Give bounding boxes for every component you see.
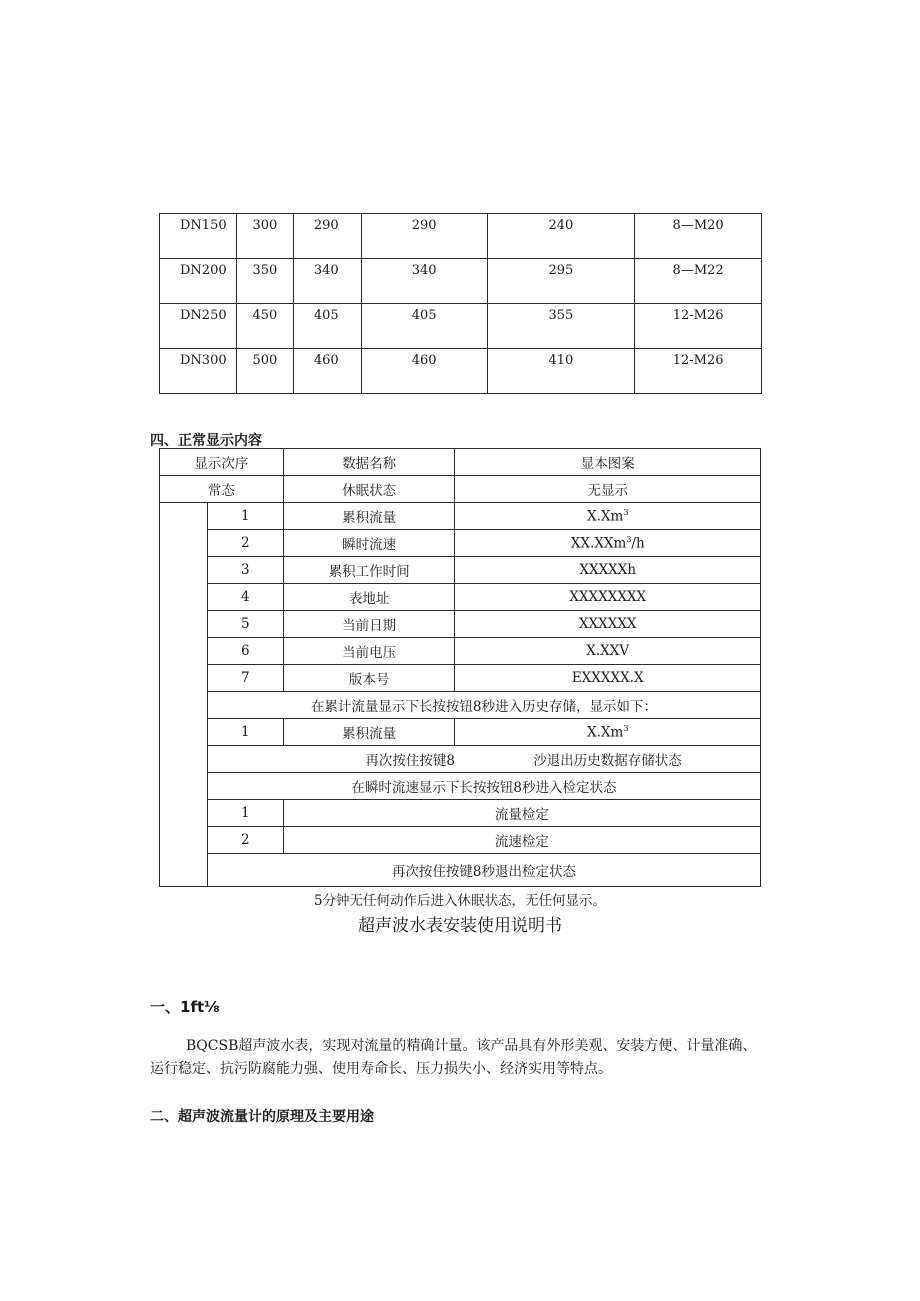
header-pattern: 显本图案 <box>455 449 761 476</box>
normal-pattern: 无显示 <box>455 476 761 503</box>
verify-item-order: 1 <box>207 800 283 827</box>
table-row <box>160 611 761 638</box>
table-cell: 240 <box>487 214 635 259</box>
item-pattern: XXXXXXXX <box>455 584 761 611</box>
table-row <box>160 503 761 530</box>
verify-item-row <box>160 827 761 854</box>
table-cell: 410 <box>487 349 635 394</box>
document-title: 超声波水表安装使用说明书 <box>358 916 562 936</box>
item-name: 表地址 <box>283 584 455 611</box>
verify-note: 在瞬时流速显示下长按按钮8秒进入检定状态 <box>207 773 760 800</box>
item-name: 当前电压 <box>283 638 455 665</box>
history-exit-left: 再次按住按键8 <box>207 746 455 773</box>
table-cell: 340 <box>293 259 361 304</box>
verify-item-name: 流量检定 <box>283 800 760 827</box>
display-content-table <box>159 448 761 887</box>
history-item-name: 累积流量 <box>283 719 455 746</box>
verify-exit: 再次按住按键8秒退出检定状态 <box>207 854 760 887</box>
header-order: 显示次序 <box>160 449 284 476</box>
item-order: 5 <box>207 611 283 638</box>
item-name: 版本号 <box>283 665 455 692</box>
item-order: 4 <box>207 584 283 611</box>
table-cell: 8—M20 <box>635 214 762 259</box>
header-name: 数据名称 <box>283 449 455 476</box>
item-name: 累积工作时间 <box>283 557 455 584</box>
left-blank-cell <box>160 503 208 887</box>
table-cell: 295 <box>487 259 635 304</box>
section-4-heading: 四、正常显示内容 <box>150 433 262 449</box>
table-cell: 12-M26 <box>635 304 762 349</box>
history-item-pattern: X.Xm$^3$ <box>455 719 761 746</box>
table-cell: 290 <box>361 214 487 259</box>
item-pattern: XXXXXX <box>455 611 761 638</box>
history-item-order: 1 <box>207 719 283 746</box>
item-order: 6 <box>207 638 283 665</box>
table-cell: 355 <box>487 304 635 349</box>
table-row <box>160 584 761 611</box>
table-cell: 8—M22 <box>635 259 762 304</box>
table-row <box>160 349 762 394</box>
table-cell: 300 <box>236 214 293 259</box>
section-1-paragraph: BQCSB超声波水表，实现对流量的精确计量。该产品具有外形美观、安装方便、计量准确、运行稳定、抗污防腐能力强、使用寿命长、压力损失小、经济实用等特点。 <box>150 1038 757 1077</box>
table-row <box>160 665 761 692</box>
table-row <box>160 214 762 259</box>
item-order: 2 <box>207 530 283 557</box>
table-row <box>160 304 762 349</box>
verify-item-order: 2 <box>207 827 283 854</box>
table-cell: 350 <box>236 259 293 304</box>
item-name: 累积流量 <box>283 503 455 530</box>
normal-name: 休眠状态 <box>283 476 455 503</box>
section-2-heading: 二、超声波流量计的原理及主要用途 <box>150 1109 374 1125</box>
verify-item-name: 流速检定 <box>283 827 760 854</box>
history-note: 在累计流量显示下长按按钮8秒进入历史存储，显示如下： <box>207 692 760 719</box>
table-cell: 405 <box>293 304 361 349</box>
history-exit-row <box>160 746 761 773</box>
table-row <box>160 557 761 584</box>
table-cell: DN200 <box>160 259 237 304</box>
item-pattern: XXXXXh <box>455 557 761 584</box>
item-order: 7 <box>207 665 283 692</box>
item-order: 1 <box>207 503 283 530</box>
table-cell: 500 <box>236 349 293 394</box>
table-cell: 290 <box>293 214 361 259</box>
table-cell: 405 <box>361 304 487 349</box>
table-header-row <box>160 449 761 476</box>
table-cell: DN300 <box>160 349 237 394</box>
verify-item-row <box>160 800 761 827</box>
history-note-row <box>160 692 761 719</box>
table-row <box>160 259 762 304</box>
table-cell: 12-M26 <box>635 349 762 394</box>
sleep-note: 5分钟无任何动作后进入休眠状态，无任何显示。 <box>313 893 607 909</box>
item-pattern: EXXXXX.X <box>455 665 761 692</box>
item-name: 当前日期 <box>283 611 455 638</box>
table-cell: 460 <box>361 349 487 394</box>
item-pattern: X.XXV <box>455 638 761 665</box>
item-order: 3 <box>207 557 283 584</box>
item-pattern: XX.XXm$^3$/h <box>455 530 761 557</box>
section-1-heading: 一、1ft⅛ <box>150 998 220 1016</box>
history-exit-right: 沙退出历史数据存储状态 <box>455 746 761 773</box>
table-cell: 340 <box>361 259 487 304</box>
table-cell: 450 <box>236 304 293 349</box>
dimension-table <box>159 213 762 394</box>
normal-order: 常态 <box>160 476 284 503</box>
table-row <box>160 530 761 557</box>
table-cell: DN150 <box>160 214 237 259</box>
verify-exit-row <box>160 854 761 887</box>
item-name: 瞬时流速 <box>283 530 455 557</box>
history-item-row <box>160 719 761 746</box>
normal-state-row <box>160 476 761 503</box>
table-row <box>160 638 761 665</box>
table-cell: 460 <box>293 349 361 394</box>
table-cell: DN250 <box>160 304 237 349</box>
item-pattern: X.Xm$^3$ <box>455 503 761 530</box>
verify-note-row <box>160 773 761 800</box>
